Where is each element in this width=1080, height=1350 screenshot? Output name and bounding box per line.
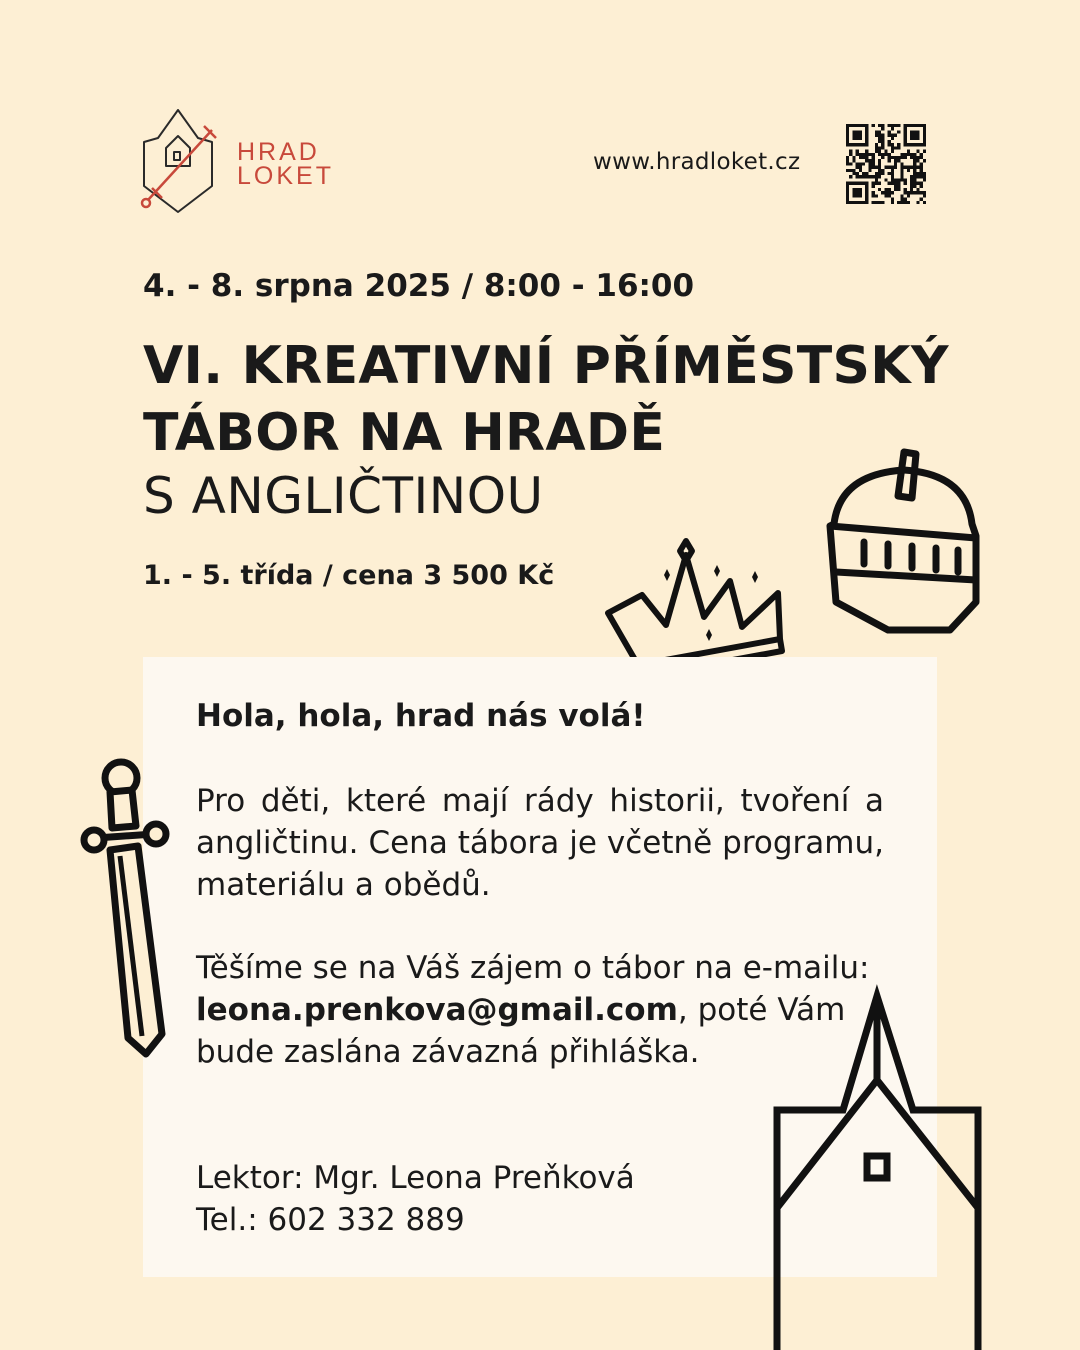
helmet-icon [826, 446, 982, 636]
logo-text-line2: LOKET [237, 162, 334, 190]
contact-text-before: Těšíme se na Váš zájem o tábor na e-mailu: [196, 950, 870, 986]
event-title-line1: VI. KREATIVNÍ PŘÍMĚSTSKÝ [143, 336, 949, 396]
qr-code-icon[interactable] [846, 124, 926, 204]
description-paragraph: Pro děti, které mají rády historii, tvoření a angličtinu. Cena tábora je včetně programu, materiálu a obědů. [196, 783, 884, 903]
website-link[interactable]: www.hradloket.cz [593, 149, 801, 175]
event-title-line2: TÁBOR NA HRADĚ [143, 403, 666, 463]
email-link[interactable]: leona.prenkova@gmail.com [196, 992, 678, 1028]
hrad-loket-logo-icon [138, 108, 218, 216]
lecturer-name: Lektor: Mgr. Leona Preňková [196, 1160, 635, 1196]
grade-and-price: 1. - 5. třída / cena 3 500 Kč [143, 560, 555, 591]
phone-number[interactable]: Tel.: 602 332 889 [196, 1202, 465, 1238]
logo-text-line1: HRAD [237, 138, 320, 166]
event-date-time: 4. - 8. srpna 2025 / 8:00 - 16:00 [143, 268, 695, 304]
greeting-text: Hola, hola, hrad nás volá! [196, 698, 646, 734]
sword-icon [80, 756, 172, 1058]
event-subtitle: S ANGLIČTINOU [143, 467, 544, 525]
contact-text-after: , poté Vám bude zaslána závazná přihláška. [196, 992, 846, 1070]
tower-icon [773, 986, 983, 1350]
